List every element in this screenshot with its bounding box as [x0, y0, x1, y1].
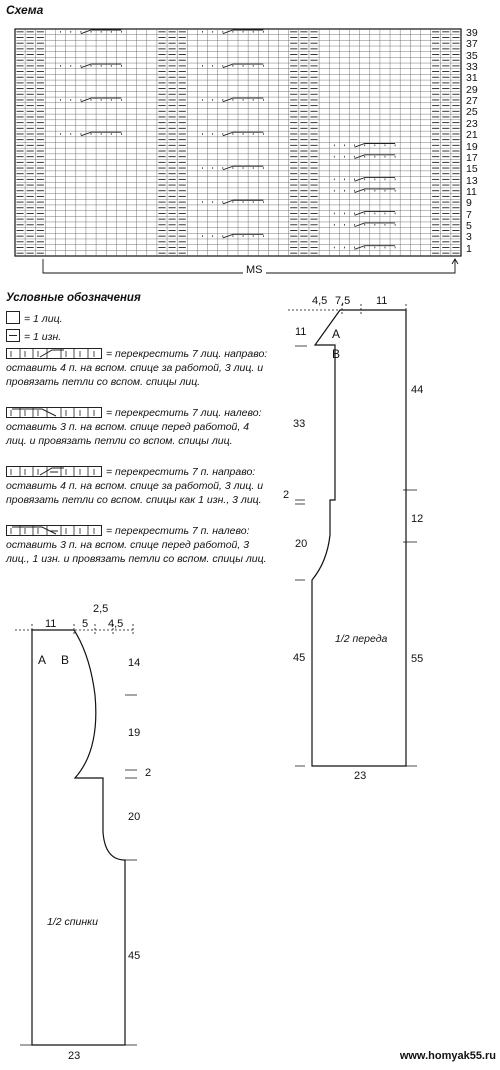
- front-left-dim-5: 45: [293, 652, 306, 664]
- cable-left-purl-symbol: [6, 525, 102, 536]
- front-right-dim-3: 55: [411, 653, 424, 665]
- row-number: 21: [466, 129, 478, 142]
- back-top-dim-4: 4,5: [108, 618, 124, 630]
- front-top-dim-3: 11: [376, 295, 388, 307]
- front-point-b: B: [332, 347, 341, 361]
- legend-cable-right-purl: [6, 465, 268, 507]
- row-number: 37: [466, 38, 478, 51]
- purl-symbol: [6, 329, 20, 342]
- row-number: 33: [466, 61, 478, 74]
- front-left-dim-2: 33: [293, 418, 306, 430]
- legend-cable-right: [6, 347, 268, 389]
- back-label: 1/2 спинки: [47, 916, 98, 928]
- legend-cable-right-text: = перекрестить 7 лиц. направо: оставить 4 п. на вспом. спице за работой, 3 лиц. и провязать петли со вспом. спицы лиц.: [6, 348, 268, 388]
- row-number: 27: [466, 95, 478, 108]
- back-right-dim-2: 19: [128, 727, 141, 739]
- back-schematic: [0, 600, 200, 1060]
- row-number: 5: [466, 219, 472, 232]
- row-number: 11: [466, 185, 477, 198]
- back-bottom-dim: 23: [68, 1050, 81, 1062]
- row-number: 13: [466, 174, 478, 187]
- row-number: 25: [466, 106, 478, 119]
- row-number: 39: [466, 27, 478, 39]
- legend-cable-left-text: = перекрестить 7 лиц. налево: оставить 3 п. на вспом. спице перед работой, 4 лиц. и провязать петли со вспом. спицы лиц.: [6, 407, 262, 447]
- row-number: 1: [466, 242, 472, 255]
- row-number: 35: [466, 49, 478, 62]
- back-top-dim-1: 11: [45, 618, 57, 630]
- cable-right-purl-symbol: [6, 466, 102, 477]
- back-point-b: B: [61, 653, 70, 667]
- back-top-dim-2: 5: [82, 618, 89, 630]
- front-outline: [312, 310, 406, 766]
- front-right-dim-2: 12: [411, 513, 424, 525]
- front-left-dim-4: 20: [295, 538, 308, 550]
- row-number: 17: [466, 151, 478, 164]
- chart-title: Схема: [6, 3, 44, 17]
- knitting-chart: [0, 0, 500, 290]
- legend-title: Условные обозначения: [6, 292, 141, 304]
- row-number: 19: [466, 140, 478, 153]
- ms-label: MS: [243, 264, 266, 276]
- back-right-dim-5: 45: [128, 950, 141, 962]
- front-top-dim-1: 4,5: [312, 295, 328, 307]
- front-right-dim-1: 44: [411, 384, 424, 396]
- cable-left-symbol: [6, 407, 102, 418]
- legend-cable-left: [6, 406, 268, 448]
- front-left-dim-1: 11: [295, 326, 307, 338]
- row-number: 15: [466, 163, 478, 176]
- front-point-a: A: [332, 327, 341, 341]
- legend-cable-left-purl: [6, 524, 268, 566]
- legend-purl: [6, 329, 268, 344]
- row-number: 29: [466, 83, 478, 96]
- legend-purl-text: = 1 изн.: [24, 331, 62, 343]
- back-top-dim-3: 2,5: [93, 603, 109, 615]
- front-bottom-dim: 23: [354, 770, 367, 782]
- legend-cable-right-purl-text: = перекрестить 7 п. направо: оставить 4 п. на вспом. спице за работой, 3 лиц. и провязать петли со вспом. спицы как 1 изн., 3 лиц.: [6, 466, 264, 506]
- row-number: 31: [466, 72, 478, 85]
- row-number: 23: [466, 117, 478, 130]
- legend-knit: [6, 311, 268, 326]
- front-schematic: [275, 290, 500, 795]
- legend-knit-text: = 1 лиц.: [24, 313, 63, 325]
- front-label: 1/2 переда: [335, 633, 388, 645]
- front-top-dim-2: 7,5: [335, 295, 351, 307]
- back-outline: [32, 630, 125, 1045]
- knit-symbol: [6, 311, 20, 324]
- row-number: 3: [466, 231, 472, 244]
- front-left-dim-3: 2: [283, 489, 290, 501]
- back-point-a: A: [38, 653, 47, 667]
- back-right-dim-1: 14: [128, 657, 141, 669]
- row-number: 7: [466, 208, 472, 221]
- back-right-dim-4: 20: [128, 811, 141, 823]
- cable-right-symbol: [6, 348, 102, 359]
- back-right-dim-3: 2: [145, 767, 152, 779]
- legend-cable-left-purl-text: = перекрестить 7 п. налево: оставить 3 п. на вспом. спице перед работой, 3 лиц., 1 изн. и провязать петли со вспом. спицы лиц.: [6, 525, 267, 565]
- row-number: 9: [466, 197, 472, 210]
- watermark: www.homyak55.ru: [399, 1050, 496, 1062]
